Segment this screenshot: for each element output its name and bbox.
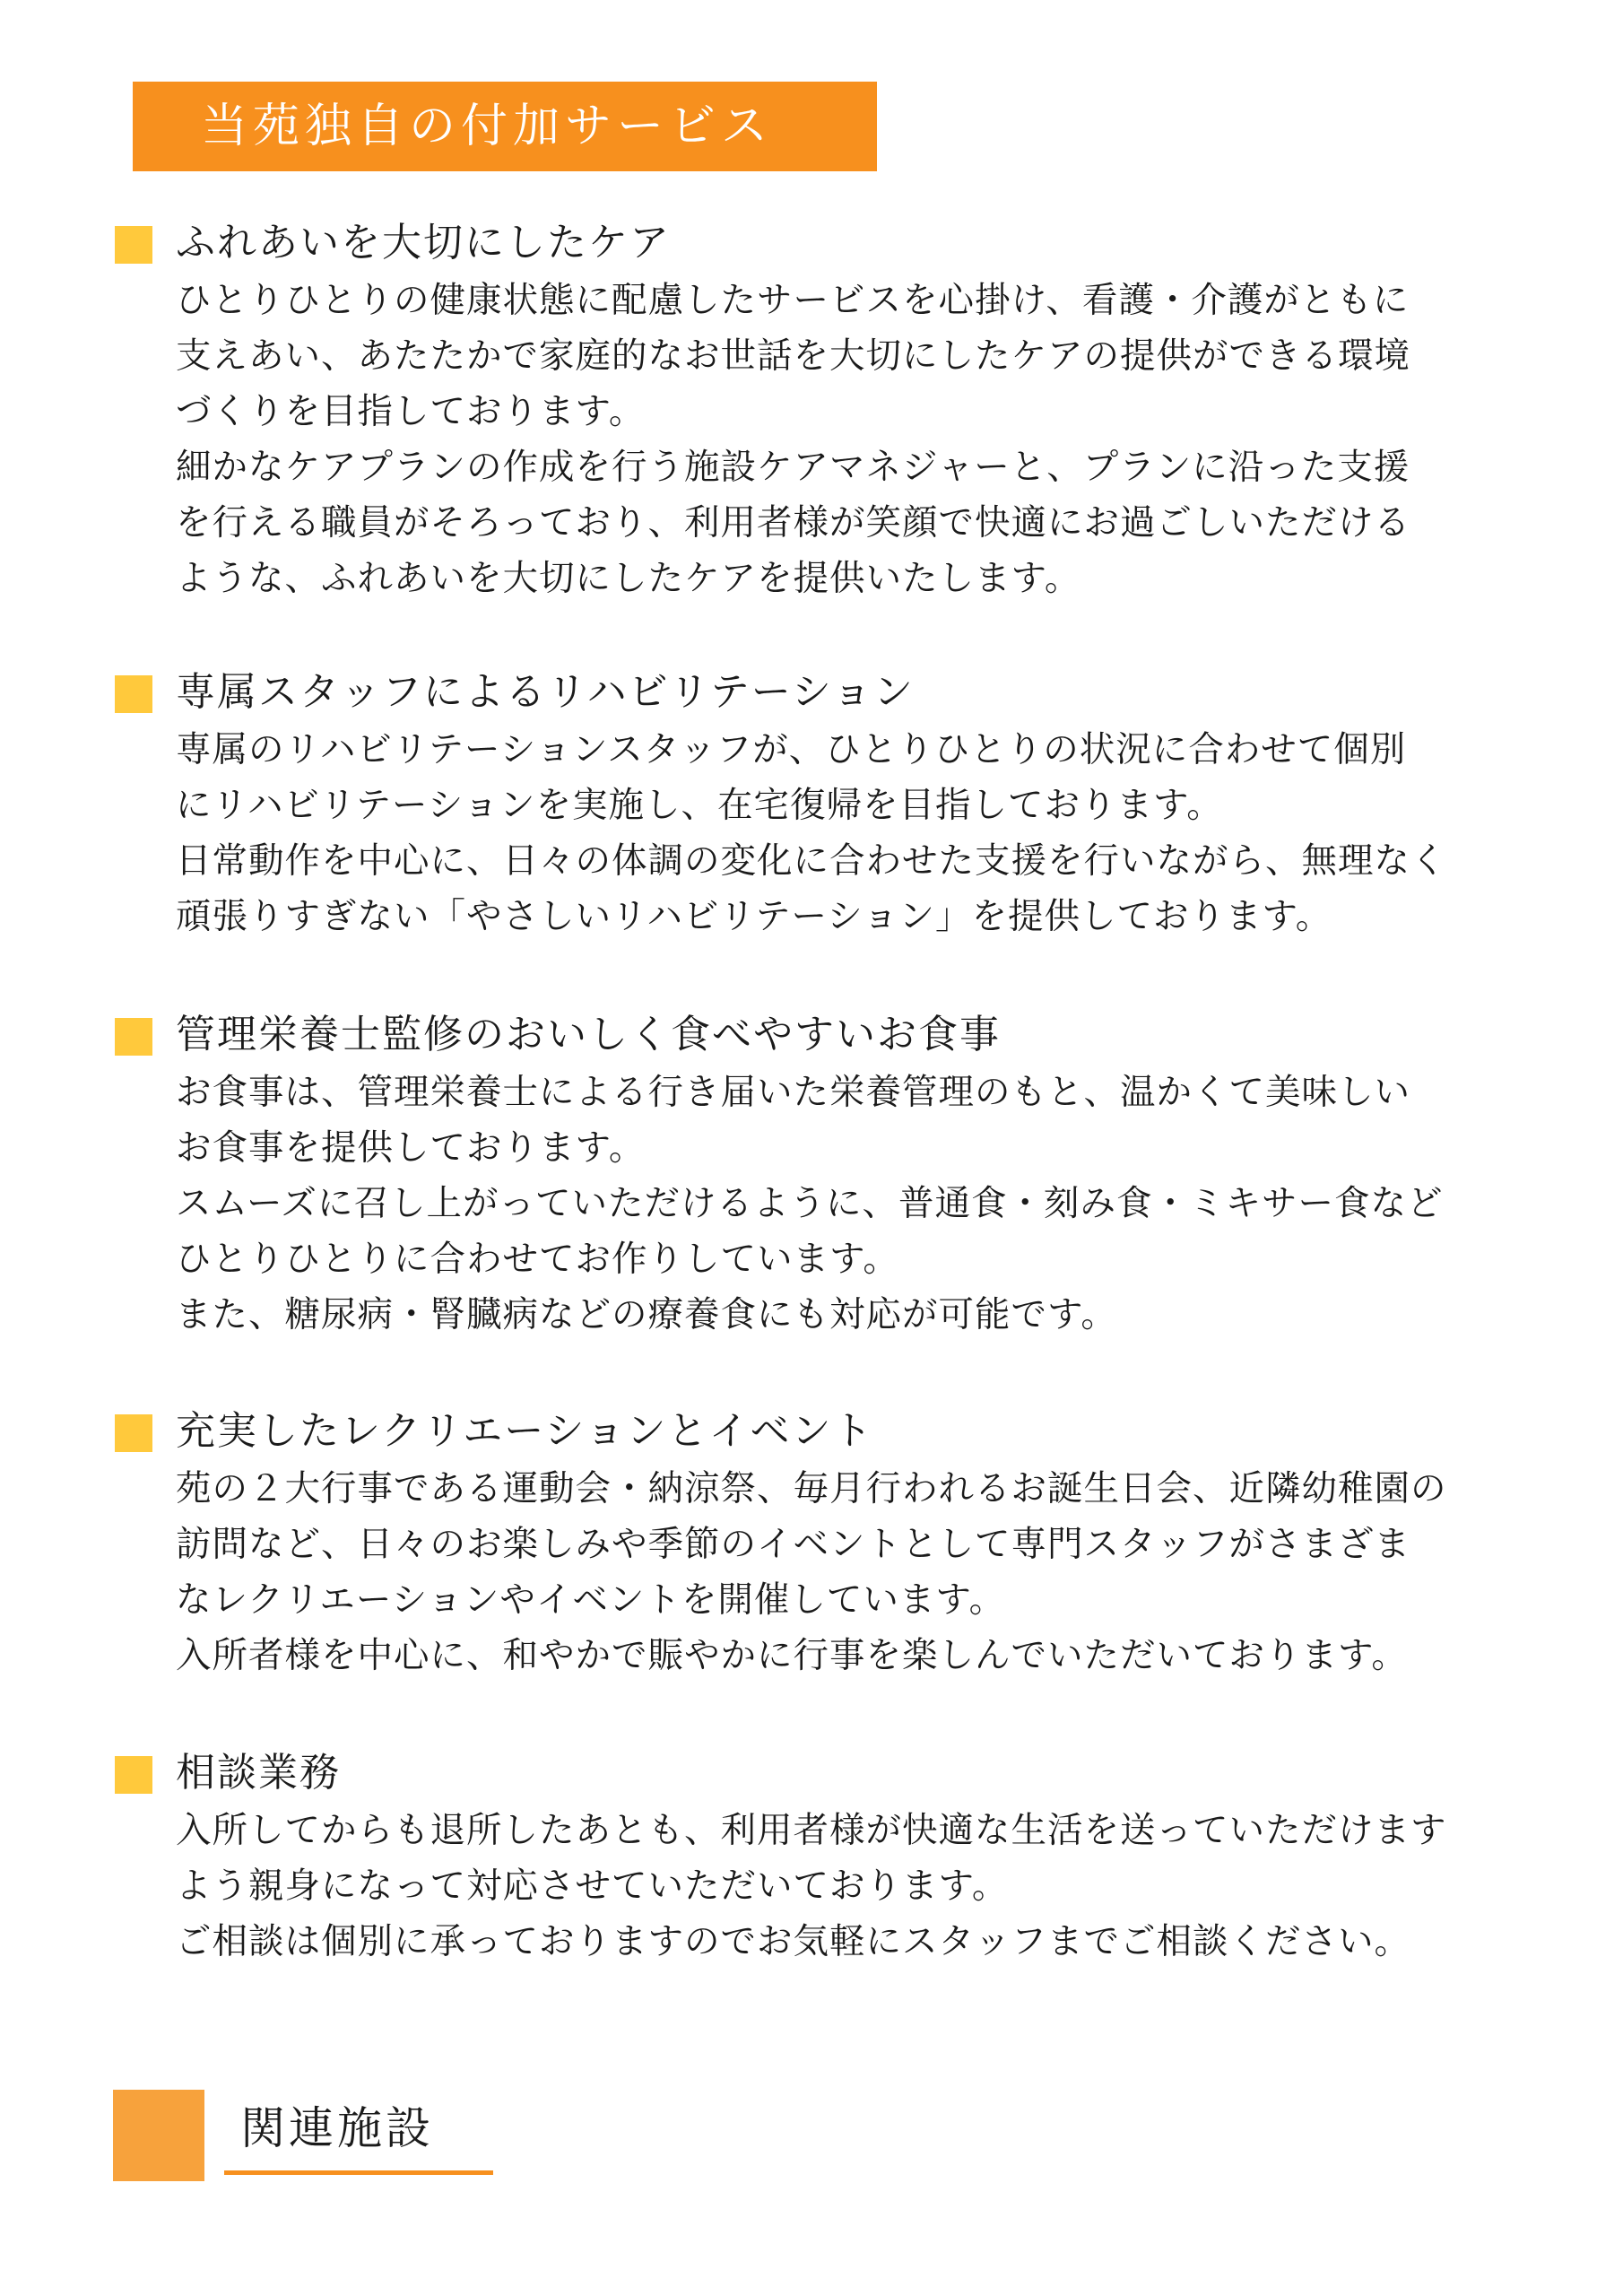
body-line: また、糖尿病・腎臓病などの療養食にも対応が可能です。 bbox=[176, 1294, 1117, 1335]
related-heading-underline bbox=[224, 2170, 493, 2175]
body-line: ような、ふれあいを大切にしたケアを提供いたします。 bbox=[176, 558, 1081, 599]
body-line: ひとりひとりに合わせてお作りしています。 bbox=[176, 1239, 899, 1280]
body-line: お食事は、管理栄養士による行き届いた栄養管理のもと、温かくて美味しい bbox=[176, 1072, 1410, 1113]
section-body bbox=[176, 722, 1575, 944]
section-title: 充実したレクリエーションとイベント bbox=[176, 1408, 874, 1454]
body-line: スムーズに召し上がっていただけるように、普通食・刻み食・ミキサー食など bbox=[176, 1183, 1444, 1224]
body-line: づくりを目指しております。 bbox=[176, 391, 646, 432]
body-line: 入所してからも退所したあとも、利用者様が快適な生活を送っていただけます bbox=[176, 1810, 1447, 1851]
body-line: を行える職員がそろっており、利用者様が笑顔で快適にお過ごしいただける bbox=[176, 502, 1410, 544]
section-body bbox=[176, 273, 1575, 606]
body-line: お食事を提供しております。 bbox=[176, 1127, 646, 1169]
section-bullet bbox=[115, 1018, 152, 1056]
body-line: 頑張りすぎない「やさしいリハビリテーション」を提供しております。 bbox=[176, 896, 1332, 937]
section-title: 相談業務 bbox=[176, 1750, 341, 1796]
section-title: 専属スタッフによるリハビリテーション bbox=[176, 669, 916, 715]
body-line: 支えあい、あたたかで家庭的なお世話を大切にしたケアの提供ができる環境 bbox=[176, 335, 1410, 377]
section-body bbox=[176, 1065, 1575, 1343]
section-body bbox=[176, 1803, 1575, 1970]
body-line: 入所者様を中心に、和やかで賑やかに行事を楽しんでいただいております。 bbox=[176, 1635, 1408, 1676]
related-heading-marker bbox=[113, 2090, 204, 2181]
body-line: 日常動作を中心に、日々の体調の変化に合わせた支援を行いながら、無理なく bbox=[176, 840, 1447, 882]
body-line: なレクリエーションやイベントを開催しています。 bbox=[176, 1579, 1006, 1621]
body-line: にリハビリテーションを実施し、在宅復帰を目指しております。 bbox=[176, 785, 1223, 826]
body-line: よう親身になって対応させていただいております。 bbox=[176, 1866, 1009, 1907]
body-line: 訪問など、日々のお楽しみや季節のイベントとして専門スタッフがさまざま bbox=[176, 1524, 1410, 1565]
body-line: 細かなケアプランの作成を行う施設ケアマネジャーと、プランに沿った支援 bbox=[176, 447, 1410, 488]
body-line: 専属のリハビリテーションスタッフが、ひとりひとりの状況に合わせて個別 bbox=[176, 729, 1407, 770]
section-bullet bbox=[115, 226, 152, 264]
section-bullet bbox=[115, 1756, 152, 1794]
related-heading: 関連施設 bbox=[240, 2102, 434, 2154]
section-body bbox=[176, 1461, 1575, 1683]
section-bullet bbox=[115, 675, 152, 713]
main-banner: 当苑独自の付加サービス bbox=[133, 82, 877, 171]
body-line: ご相談は個別に承っておりますのでお気軽にスタッフまでご相談ください。 bbox=[176, 1921, 1410, 1962]
section-bullet bbox=[115, 1414, 152, 1452]
section-title: ふれあいを大切にしたケア bbox=[176, 220, 671, 265]
section-title: 管理栄養士監修のおいしく食べやすいお食事 bbox=[176, 1012, 1001, 1057]
body-line: ひとりひとりの健康状態に配慮したサービスを心掛け、看護・介護がともに bbox=[176, 280, 1410, 321]
body-line: 苑の２大行事である運動会・納涼祭、毎月行われるお誕生日会、近隣幼稚園の bbox=[176, 1468, 1447, 1509]
